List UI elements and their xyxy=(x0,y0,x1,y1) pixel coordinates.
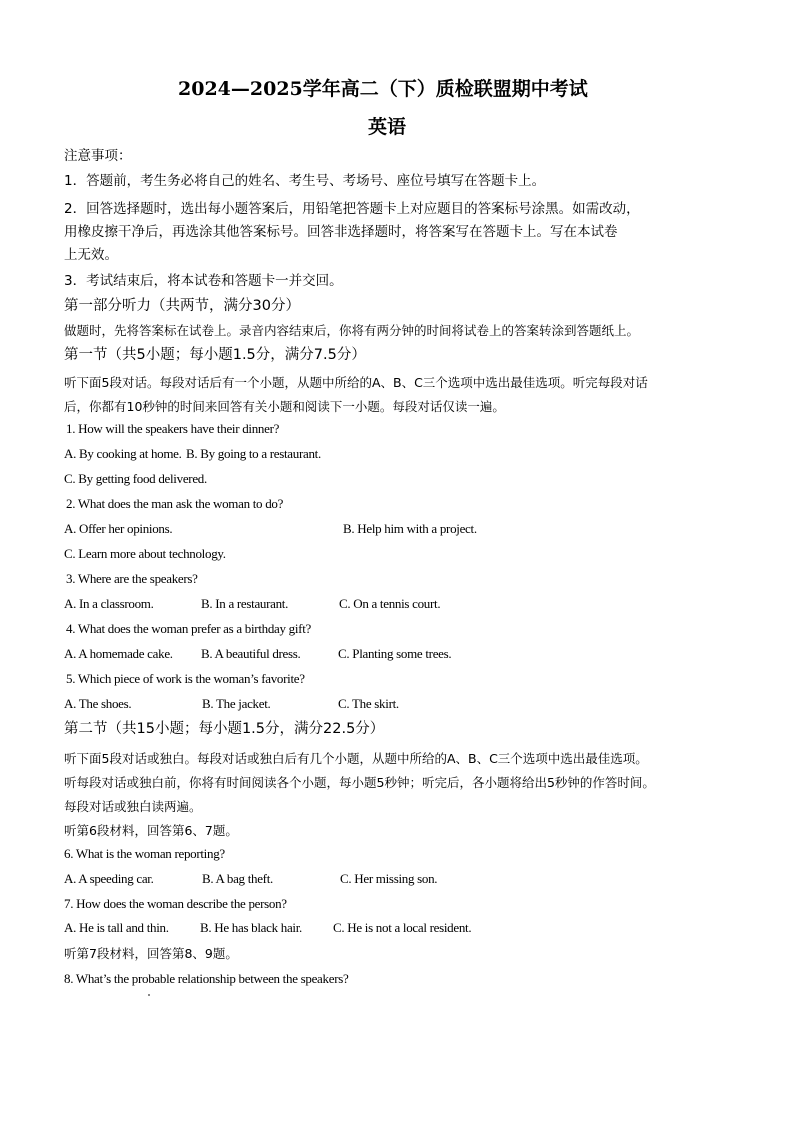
notice-item-1: 1．答题前，考生务必将自己的姓名、考生号、考场号、座位号填写在答题卡上。 xyxy=(64,173,546,189)
notice-item-3: 3．考试结束后，将本试卷和答题卡一并交回。 xyxy=(64,273,343,289)
question-8: 8. What’s the probable relationship between the speakers? xyxy=(64,971,349,986)
q6-option-b: B. A bag theft. xyxy=(202,871,273,886)
q3-option-b: B. In a restaurant. xyxy=(201,596,289,611)
q1-option-a: A. By cooking at home. xyxy=(64,446,182,461)
q5-option-c: C. The skirt. xyxy=(338,696,399,711)
question-5: 5. Which piece of work is the woman’s favorite? xyxy=(66,671,305,686)
section1-instruction-line2: 后，你都有10秒钟的时间来回答有关小题和阅读下一小题。每段对话仅读一遍。 xyxy=(64,399,505,414)
q1-option-b: B. By going to a restaurant. xyxy=(186,446,321,461)
question-4: 4. What does the woman prefer as a birthday gift? xyxy=(66,621,311,636)
q4-option-b: B. A beautiful dress. xyxy=(201,646,301,661)
section1-instruction-line1: 听下面5段对话。每段对话后有一个小题，从题中所给的A、B、C三个选项中选出最佳选项。听完每段对话 xyxy=(64,375,648,390)
material-6-label: 听第6段材料，回答第6、7题。 xyxy=(64,823,238,838)
question-6: 6. What is the woman reporting? xyxy=(64,846,225,861)
notice-heading: 注意事项： xyxy=(64,148,132,164)
section2-instruction-line3: 每段对话或独白读两遍。 xyxy=(64,799,202,814)
q6-option-a: A. A speeding car. xyxy=(64,871,154,886)
subject-title: 英语 xyxy=(368,116,407,138)
q4-option-c: C. Planting some trees. xyxy=(338,646,452,661)
material-7-label: 听第7段材料，回答第8、9题。 xyxy=(64,946,238,961)
section2-instruction-line2: 听每段对话或独白前，你将有时间阅读各个小题，每小题5秒钟；听完后，各小题将给出5秒钟的作答时间。 xyxy=(64,775,655,790)
section2-instruction-line1: 听下面5段对话或独白。每段对话或独白后有几个小题，从题中所给的A、B、C三个选项中选出最佳选项。 xyxy=(64,751,648,766)
q7-option-b: B. He has black hair. xyxy=(200,920,303,935)
notice-item-2-cont: 用橡皮擦干净后，再选涂其他答案标号。回答非选择题时，将答案写在答题卡上。写在本试卷 xyxy=(64,224,618,240)
q7-option-a: A. He is tall and thin. xyxy=(64,920,169,935)
notice-item-2: 2．回答选择题时，选出每小题答案后，用铅笔把答题卡上对应题目的答案标号涂黑。如需改动， xyxy=(64,201,640,217)
question-7: 7. How does the woman describe the person? xyxy=(64,896,287,911)
q6-option-c: C. Her missing son. xyxy=(340,871,438,886)
part1-instruction: 做题时，先将答案标在试卷上。录音内容结束后，你将有两分钟的时间将试卷上的答案转涂到答题纸上。 xyxy=(64,323,640,338)
q2-option-a: A. Offer her opinions. xyxy=(64,521,173,536)
q2-option-b: B. Help him with a project. xyxy=(343,521,477,536)
q7-option-c: C. He is not a local resident. xyxy=(333,920,472,935)
part1-heading: 第一部分听力（共两节，满分30分） xyxy=(64,298,300,314)
exam-title: 2024—2025学年高二（下）质检联盟期中考试 xyxy=(178,78,588,100)
question-3: 3. Where are the speakers? xyxy=(66,571,198,586)
q1-option-c: C. By getting food delivered. xyxy=(64,471,207,486)
question-2: 2. What does the man ask the woman to do? xyxy=(66,496,284,511)
speck-mark xyxy=(148,994,150,996)
q4-option-a: A. A homemade cake. xyxy=(64,646,173,661)
q3-option-a: A. In a classroom. xyxy=(64,596,154,611)
q5-option-a: A. The shoes. xyxy=(64,696,132,711)
q2-option-c: C. Learn more about technology. xyxy=(64,546,226,561)
q5-option-b: B. The jacket. xyxy=(202,696,271,711)
section1-heading: 第一节（共5小题；每小题1.5分，满分7.5分） xyxy=(64,347,366,363)
question-1: 1. How will the speakers have their dinner? xyxy=(66,421,280,436)
q3-option-c: C. On a tennis court. xyxy=(339,596,441,611)
notice-item-2-end: 上无效。 xyxy=(64,247,118,263)
section2-heading: 第二节（共15小题；每小题1.5分，满分22.5分） xyxy=(64,721,385,737)
